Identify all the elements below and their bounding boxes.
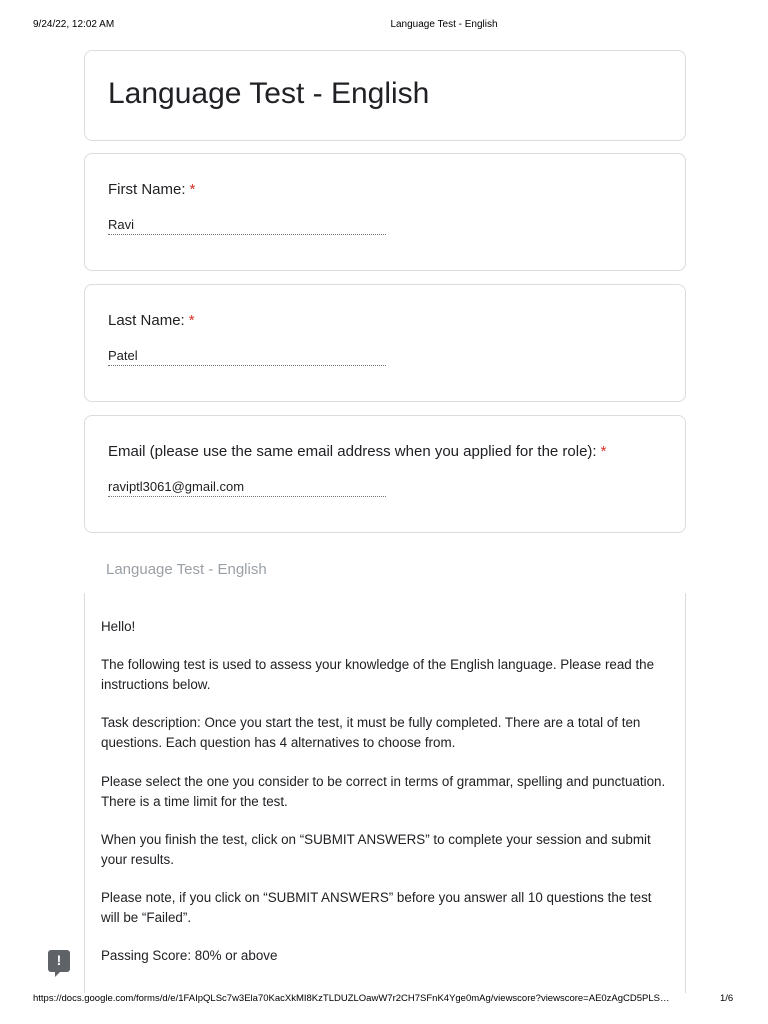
page-number: 1/6 — [720, 993, 734, 1004]
description-paragraph: The following test is used to assess your knowledge of the English language. Please read the instructions below. — [101, 657, 655, 692]
form-title-card — [84, 50, 686, 141]
print-title: Language Test - English — [390, 19, 498, 30]
description-paragraph: Hello! — [101, 619, 136, 634]
first-name-answer: Ravi — [108, 217, 386, 235]
description-paragraph: Passing Score: 80% or above — [101, 948, 278, 963]
description-paragraph: When you finish the test, click on “SUBMIT ANSWERS” to complete your session and submit your results. — [101, 832, 651, 867]
required-marker: * — [188, 312, 195, 329]
report-feedback-icon[interactable] — [48, 950, 70, 972]
description-paragraph: Task description: Once you start the test, it must be fully completed. There are a total of ten questions. Each question has 4 alternatives to choose from. — [101, 715, 641, 750]
required-marker: * — [189, 181, 196, 198]
feedback-glyph: ! — [56, 952, 62, 968]
last-name-answer: Patel — [108, 348, 386, 366]
email-answer: raviptl3061@gmail.com — [108, 479, 386, 497]
section-description-card — [84, 593, 686, 993]
print-datetime: 9/24/22, 12:02 AM — [33, 19, 115, 30]
print-footer — [0, 993, 768, 1007]
page-url: https://docs.google.com/forms/d/e/1FAIpQLSc7w3Ela70KacXkMI8KzTLDUZLOawW7r2CH7SFnK4Yge0mAg/viewscore?viewscore=AE0zAgCD5PLS… — [33, 993, 670, 1004]
form-title: Language Test - English — [108, 77, 430, 110]
question-label: Email (please use the same email address when you applied for the role): * — [108, 443, 607, 460]
question-label: Last Name: * — [108, 312, 195, 329]
question-label: First Name: * — [108, 181, 196, 198]
question-card-last-name — [84, 284, 686, 402]
question-card-first-name — [84, 153, 686, 271]
description-paragraph: Please select the one you consider to be correct in terms of grammar, spelling and punctuation. There is a time limit for the test. — [101, 774, 666, 809]
question-card-email — [84, 415, 686, 533]
description-paragraph: Please note, if you click on “SUBMIT ANSWERS” before you answer all 10 questions the test will be “Failed”. — [101, 890, 652, 925]
print-header — [0, 19, 768, 33]
section-title: Language Test - English — [106, 561, 267, 578]
required-marker: * — [600, 443, 607, 460]
